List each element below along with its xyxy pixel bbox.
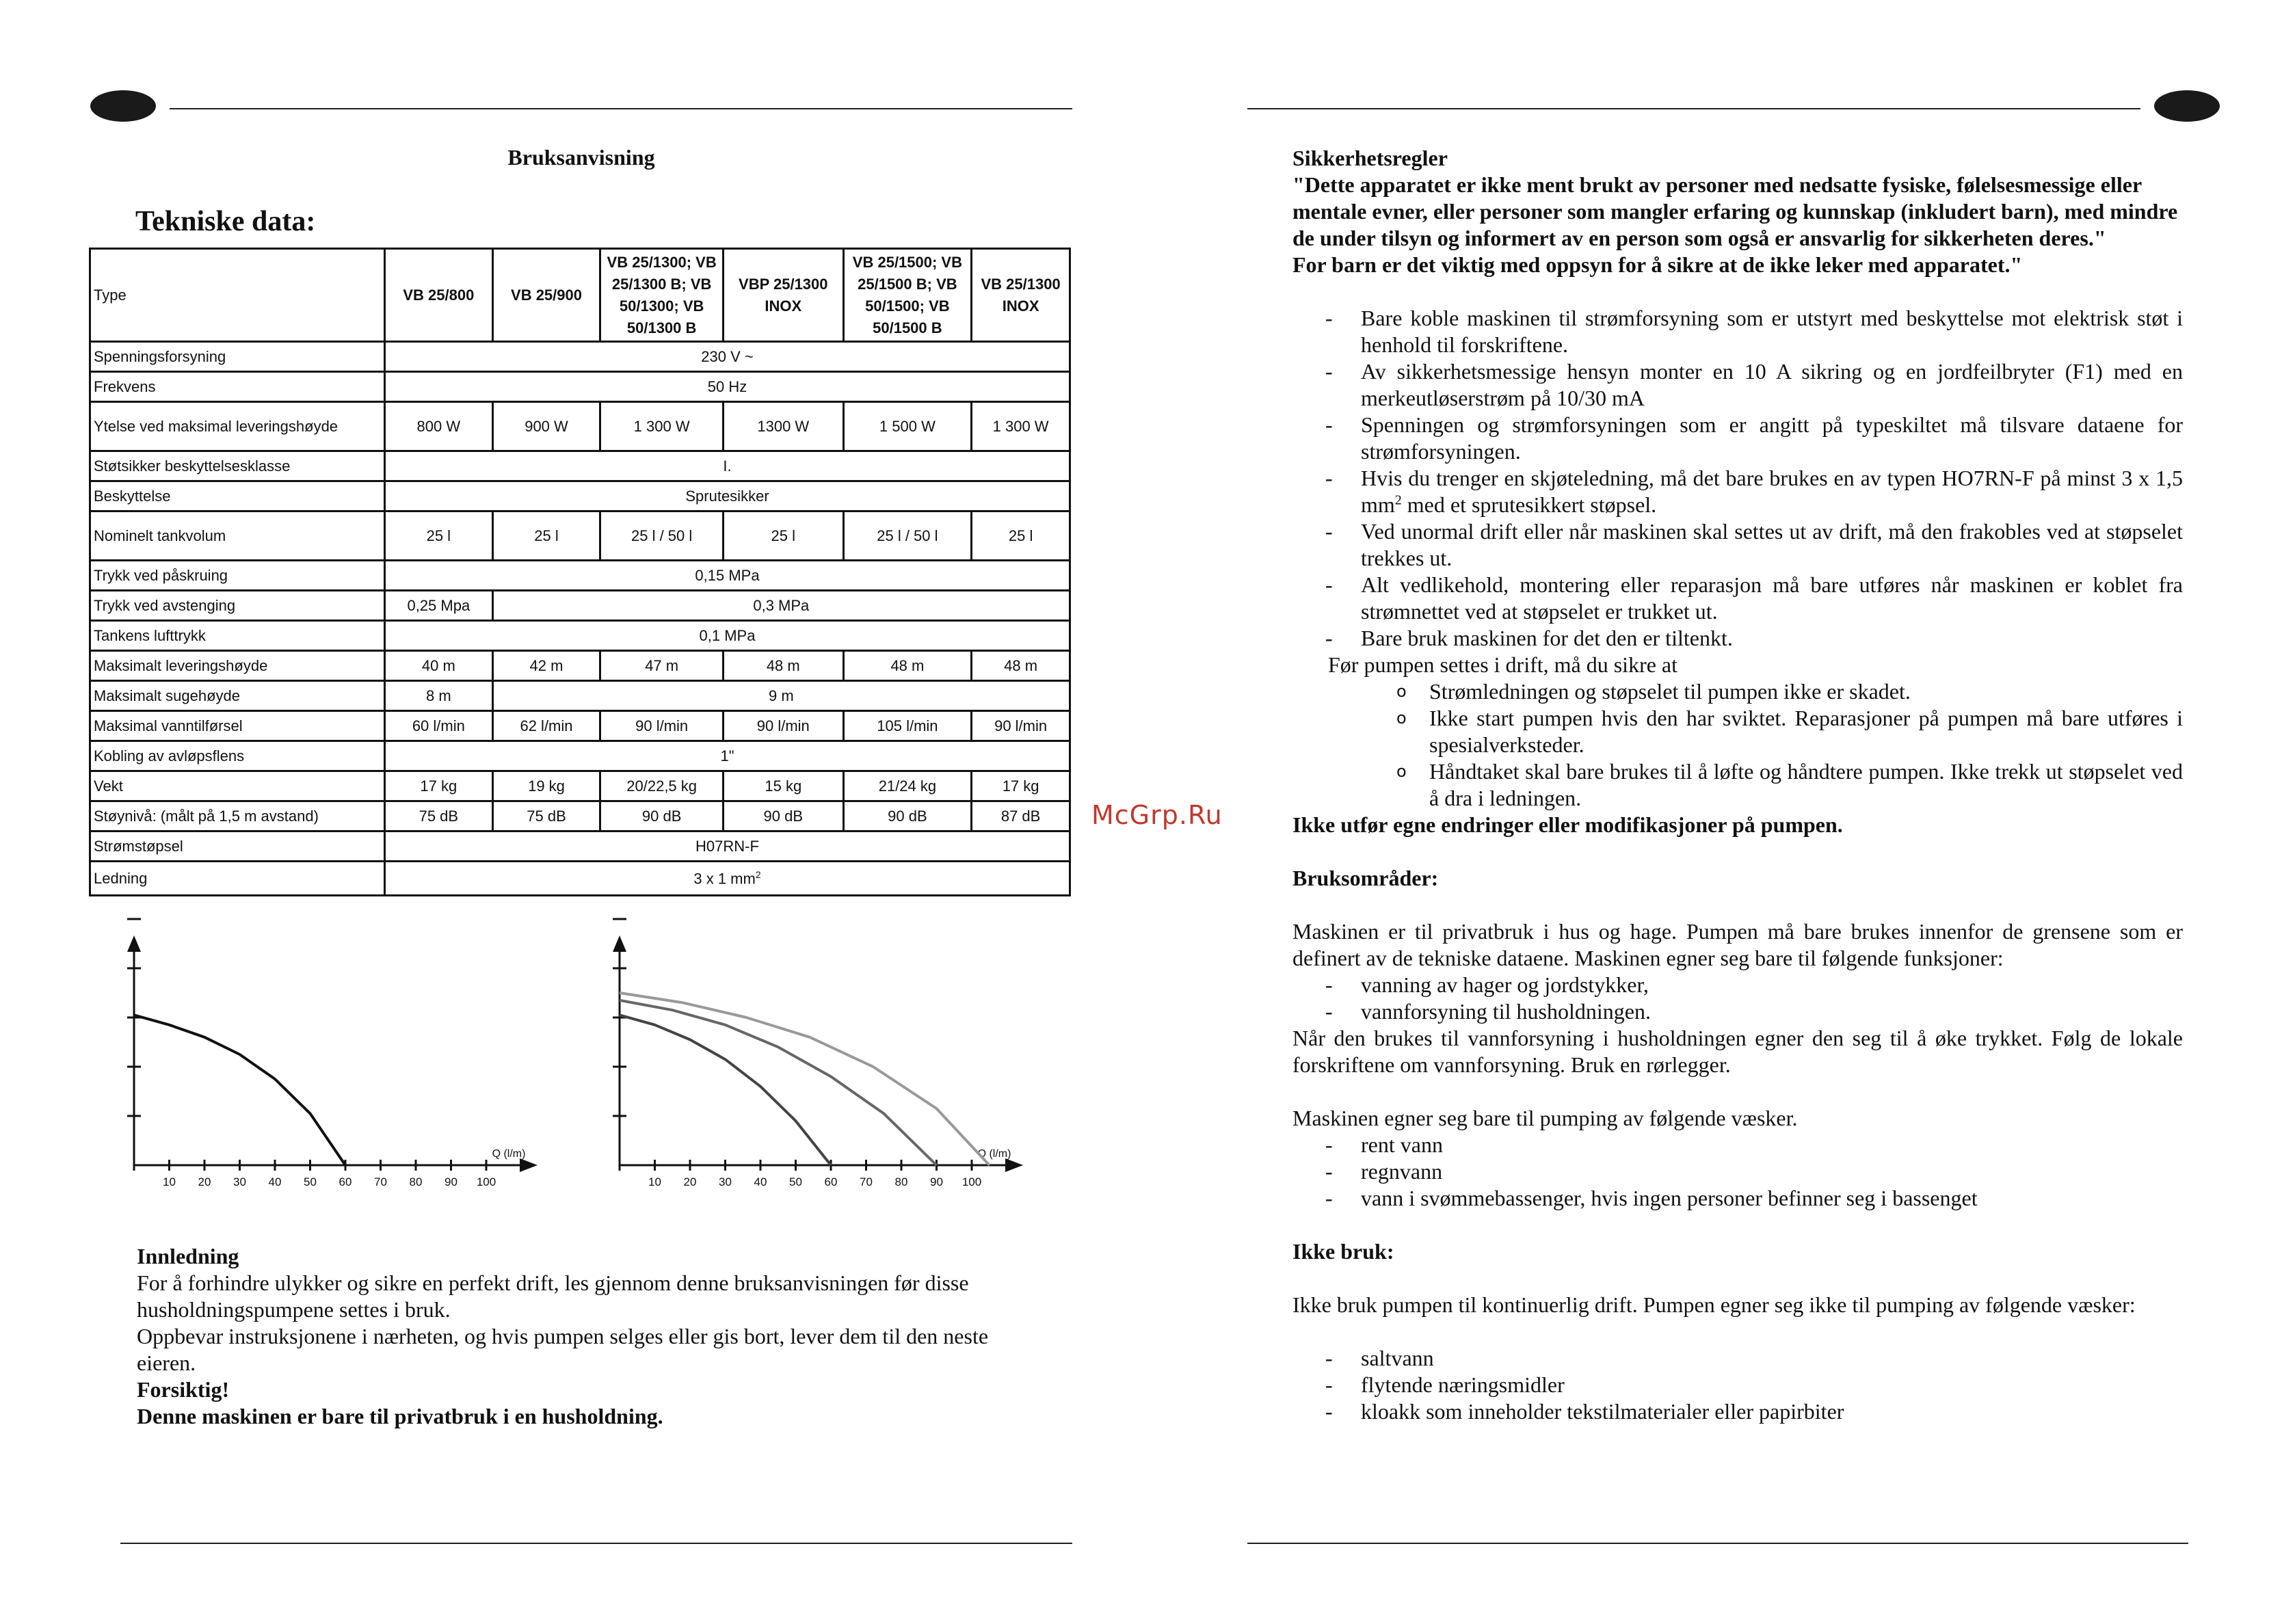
- table-cell: 20/22,5 kg: [600, 771, 724, 801]
- table-cell: 19 kg: [492, 771, 600, 801]
- header-model: VB 25/800: [385, 249, 493, 342]
- x-axis-arrow: [1005, 1158, 1023, 1172]
- list-item: - Hvis du trenger en skjøteledning, må det bare brukes en av typen HO7RN-F på minst 3 x 1,5 $mm^2$ med et sprutesikkert støpsel.: [1325, 466, 2183, 517]
- pump-curve-chart-multi: [588, 916, 1039, 1203]
- table-cell: 1 300 W: [600, 402, 724, 451]
- header-model: VB 25/1500; VB 25/1500 B; VB 50/1500; VB 50/1500 B: [843, 249, 972, 342]
- header-rule-right: [1247, 108, 2140, 109]
- list-item: o Strømledningen og støpselet til pumpen ikke er skadet.: [1396, 679, 1911, 704]
- table-cell: 900 W: [492, 402, 600, 451]
- safety-list: [1292, 305, 2183, 652]
- row-label: Trykk ved avstenging: [90, 591, 385, 621]
- page-title: Bruksanvisning: [507, 145, 655, 170]
- warning-text: Denne maskinen er bare til privatbruk i en husholdning.: [137, 1404, 663, 1428]
- x-tick-label: 90: [445, 1175, 457, 1188]
- table-row: [90, 561, 1070, 591]
- list-item: - vanning av hager og jordstykker,: [1325, 972, 1649, 997]
- table-cell: 60 l/min: [385, 711, 493, 741]
- usage-heading: Bruksområder:: [1292, 866, 1439, 890]
- usage-paragraph-1: Maskinen er til privatbruk i hus og hage. Pumpen må bare brukes innenfor de grensene som er definert av de tekniske dataene. Maskinen egner seg bare til følgende funksjoner:: [1292, 919, 2183, 970]
- no-use-list: [1292, 1345, 2183, 1425]
- row-label: Kobling av avløpsflens: [90, 741, 385, 771]
- table-cell: 25 l / 50 l: [843, 511, 972, 561]
- header-model: VB 25/1300 INOX: [972, 249, 1070, 342]
- usage-list: [1292, 972, 2183, 1025]
- list-item: - vannforsyning til husholdningen.: [1325, 999, 1651, 1024]
- y-axis-arrow: [127, 935, 141, 952]
- x-tick-label: 20: [198, 1175, 211, 1188]
- table-cell: 21/24 kg: [843, 771, 972, 801]
- series-line-curve-1: [620, 1015, 831, 1165]
- safety-quote: "Dette apparatet er ikke ment brukt av personer med nedsatte fysiske, følelsesmessige eller mentale evner, eller personer som mangler erfaring og kunnskap (inkludert barn), med mindre de under tilsyn og informert av en person som også er ansvarlig for sikkerheten deres.": [1292, 172, 2178, 250]
- intro-heading: Innledning: [137, 1244, 239, 1268]
- table-row: [90, 862, 1070, 896]
- x-tick-label: 70: [860, 1175, 873, 1188]
- table-row: [90, 342, 1070, 372]
- header-type: Type: [90, 249, 385, 342]
- row-label: Nominelt tankvolum: [90, 511, 385, 561]
- x-tick-label: 50: [304, 1175, 317, 1188]
- row-label: Strømstøpsel: [90, 831, 385, 862]
- table-cell: 25 l: [972, 511, 1070, 561]
- table-row: [90, 481, 1070, 511]
- list-item: - Alt vedlikehold, montering eller reparasjon må bare utføres når maskinen er koblet fra strømnettet ved at støpselet er trukket ut.: [1325, 572, 2183, 624]
- x-tick-label: 10: [648, 1175, 661, 1188]
- table-cell: 1300 W: [723, 402, 843, 451]
- x-tick-label: 50: [789, 1175, 802, 1188]
- x-axis-label: Q (l/m): [492, 1148, 526, 1160]
- list-item: - vann i svømmebassenger, hvis ingen personer befinner seg i bassenget: [1325, 1186, 1978, 1210]
- table-cell: 25 l: [723, 511, 843, 561]
- table-cell: 105 l/min: [843, 711, 972, 741]
- table-cell: 8 m: [385, 681, 493, 711]
- footer-rule-left: [120, 1543, 1072, 1544]
- list-item: - regnvann: [1325, 1159, 1443, 1184]
- y-axis-arrow: [613, 935, 626, 952]
- table-cell-span: 0,1 MPa: [385, 621, 1070, 651]
- row-label: Maksimalt sugehøyde: [90, 681, 385, 711]
- table-cell-span: 1": [385, 741, 1070, 771]
- x-tick-label: 90: [930, 1175, 943, 1188]
- table-row: [90, 511, 1070, 561]
- table-row: [90, 372, 1070, 402]
- before-start-list: [1292, 678, 2183, 812]
- table-cell: 0,25 Mpa: [385, 591, 493, 621]
- table-cell-span: 9 m: [492, 681, 1070, 711]
- table-cell: 75 dB: [385, 801, 493, 831]
- watermark: McGrp.Ru: [1091, 800, 1223, 830]
- row-label: Spenningsforsyning: [90, 342, 385, 372]
- table-cell: 48 m: [843, 651, 972, 681]
- header-rule-left: [170, 108, 1072, 109]
- table-cell: 90 l/min: [600, 711, 724, 741]
- row-label: Beskyttelse: [90, 481, 385, 511]
- table-cell-span: I.: [385, 451, 1070, 481]
- right-page-content: [1292, 145, 2183, 1425]
- table-cell-span: 0,15 MPa: [385, 561, 1070, 591]
- header-model: VB 25/900: [492, 249, 600, 342]
- table-cell: 25 l / 50 l: [600, 511, 724, 561]
- safety-kids: For barn er det viktig med oppsyn for å sikre at de ikke leker med apparatet.": [1292, 252, 2023, 277]
- table-cell: 25 l: [492, 511, 600, 561]
- header-model: VB 25/1300; VB 25/1300 B; VB 50/1300; VB 50/1300 B: [600, 249, 724, 342]
- table-cell: 90 dB: [600, 801, 724, 831]
- page-marker-right: [2154, 90, 2220, 122]
- table-cell-span: H07RN-F: [385, 831, 1070, 862]
- table-cell-span: 0,3 MPa: [492, 591, 1070, 621]
- list-item: o Håndtaket skal bare brukes til å løfte og håndtere pumpen. Ikke trekk ut støpselet ved å dra i ledningen.: [1396, 759, 2183, 810]
- table-header-row: [90, 249, 1070, 342]
- table-row: [90, 771, 1070, 801]
- row-label: Ytelse ved maksimal leveringshøyde: [90, 402, 385, 451]
- table-cell: 90 dB: [843, 801, 972, 831]
- tech-data-heading: Tekniske data:: [135, 206, 316, 237]
- x-tick-label: 70: [374, 1175, 387, 1188]
- table-cell: 800 W: [385, 402, 493, 451]
- no-mods-text: Ikke utfør egne endringer eller modifikasjoner på pumpen.: [1292, 812, 1843, 837]
- row-label: Støtsikker beskyttelsesklasse: [90, 451, 385, 481]
- x-tick-label: 30: [233, 1175, 246, 1188]
- table-row: [90, 681, 1070, 711]
- header-model: VBP 25/1300 INOX: [723, 249, 843, 342]
- x-tick-label: 100: [476, 1175, 496, 1188]
- table-row: [90, 451, 1070, 481]
- liquids-intro: Maskinen egner seg bare til pumping av følgende væsker.: [1292, 1106, 1798, 1130]
- table-row: [90, 741, 1070, 771]
- page-marker-left: [90, 90, 156, 122]
- x-tick-label: 60: [339, 1175, 352, 1188]
- list-item: - kloakk som inneholder tekstilmaterialer eller papirbiter: [1325, 1399, 1844, 1424]
- row-label: Tankens lufttrykk: [90, 621, 385, 651]
- series-line-curve: [134, 1015, 345, 1165]
- list-item: - saltvann: [1325, 1346, 1434, 1370]
- list-item: - rent vann: [1325, 1132, 1443, 1157]
- list-item: - flytende næringsmidler: [1325, 1372, 1565, 1397]
- table-cell: 62 l/min: [492, 711, 600, 741]
- x-tick-label: 100: [961, 1175, 982, 1188]
- list-item: - Av sikkerhetsmessige hensyn monter en 10 A sikring og en jordfeilbryter (F1) med en merkeutløserstrøm på 10/30 mA: [1325, 359, 2183, 410]
- x-tick-label: 10: [163, 1175, 176, 1188]
- table-cell: 47 m: [600, 651, 724, 681]
- row-label: Støynivå: (målt på 1,5 m avstand): [90, 801, 385, 831]
- list-item: - Bare koble maskinen til strømforsyning som er utstyrt med beskyttelse mot elektrisk støt i henhold til forskriftene.: [1325, 306, 2183, 357]
- table-cell: 25 l: [385, 511, 493, 561]
- table-cell: 1 300 W: [972, 402, 1070, 451]
- table-cell: 42 m: [492, 651, 600, 681]
- warning-heading: Forsiktig!: [137, 1377, 230, 1402]
- series-line-curve-2: [620, 1000, 937, 1165]
- usage-paragraph-2: Når den brukes til vannforsyning i husholdningen egner den seg til å øke trykket. Følg de lokale forskriftene om vannforsyning. Bruk en rørlegger.: [1292, 1026, 2183, 1077]
- table-row: [90, 621, 1070, 651]
- before-start-text: Før pumpen settes i drift, må du sikre at: [1328, 652, 1678, 677]
- table-row: [90, 801, 1070, 831]
- x-tick-label: 60: [824, 1175, 838, 1188]
- table-row: [90, 831, 1070, 862]
- liquids-list: [1292, 1132, 2183, 1212]
- tech-data-table: [89, 248, 1071, 896]
- row-label: Frekvens: [90, 372, 385, 402]
- table-cell: 1 500 W: [843, 402, 972, 451]
- x-tick-label: 40: [268, 1175, 282, 1188]
- intro-paragraph-1: For å forhindre ulykker og sikre en perfekt drift, les gjennom denne bruksanvisningen før disse husholdningspumpene settes i bruk.: [137, 1270, 969, 1322]
- x-tick-label: 80: [409, 1175, 423, 1188]
- table-cell: 48 m: [723, 651, 843, 681]
- x-tick-label: 20: [683, 1175, 697, 1188]
- series-line-curve-3: [620, 993, 990, 1165]
- no-use-paragraph: Ikke bruk pumpen til kontinuerlig drift. Pumpen egner seg ikke til pumping av følgende væsker:: [1292, 1292, 2136, 1317]
- table-cell: 75 dB: [492, 801, 600, 831]
- table-cell-span: 3 x 1 $mm^2$: [385, 862, 1070, 896]
- x-tick-label: 40: [754, 1175, 767, 1188]
- x-axis-arrow: [520, 1158, 538, 1172]
- table-row: [90, 651, 1070, 681]
- x-tick-label: 30: [719, 1175, 732, 1188]
- safety-heading: Sikkerhetsregler: [1292, 146, 1448, 170]
- x-axis-label: Q (l/m): [977, 1148, 1011, 1160]
- footer-rule-right: [1247, 1543, 2188, 1544]
- table-cell-span: 230 V ~: [385, 342, 1070, 372]
- table-cell: 15 kg: [723, 771, 843, 801]
- list-item: - Bare bruk maskinen for det den er tiltenkt.: [1325, 626, 1733, 650]
- intro-section: [137, 1243, 1039, 1430]
- table-row: [90, 402, 1070, 451]
- row-label: Vekt: [90, 771, 385, 801]
- table-cell: 17 kg: [385, 771, 493, 801]
- table-cell: 90 dB: [723, 801, 843, 831]
- table-cell-span: 50 Hz: [385, 372, 1070, 402]
- row-label: Maksimal vanntilførsel: [90, 711, 385, 741]
- table-cell: 40 m: [385, 651, 493, 681]
- no-use-heading: Ikke bruk:: [1292, 1239, 1394, 1264]
- list-item: - Spenningen og strømforsyningen som er angitt på typeskiltet må tilsvare dataene for strømforsyningen.: [1325, 412, 2183, 464]
- table-row: [90, 591, 1070, 621]
- table-cell: 90 l/min: [972, 711, 1070, 741]
- table-cell: 90 l/min: [723, 711, 843, 741]
- row-label: Ledning: [90, 862, 385, 896]
- table-cell: 17 kg: [972, 771, 1070, 801]
- table-cell: 48 m: [972, 651, 1070, 681]
- table-row: [90, 711, 1070, 741]
- list-item: - Ved unormal drift eller når maskinen skal settes ut av drift, må den frakobles ved at støpselet trekkes ut.: [1325, 519, 2183, 570]
- row-label: Trykk ved påskruing: [90, 561, 385, 591]
- list-item: o Ikke start pumpen hvis den har sviktet. Reparasjoner på pumpen må bare utføres i spesialverksteder.: [1396, 706, 2183, 757]
- pump-curve-chart-single: [103, 916, 554, 1203]
- table-cell-span: Sprutesikker: [385, 481, 1070, 511]
- table-cell: 87 dB: [972, 801, 1070, 831]
- x-tick-label: 80: [894, 1175, 908, 1188]
- intro-paragraph-2: Oppbevar instruksjonene i nærheten, og hvis pumpen selges eller gis bort, lever dem til den neste eieren.: [137, 1324, 989, 1375]
- row-label: Maksimalt leveringshøyde: [90, 651, 385, 681]
